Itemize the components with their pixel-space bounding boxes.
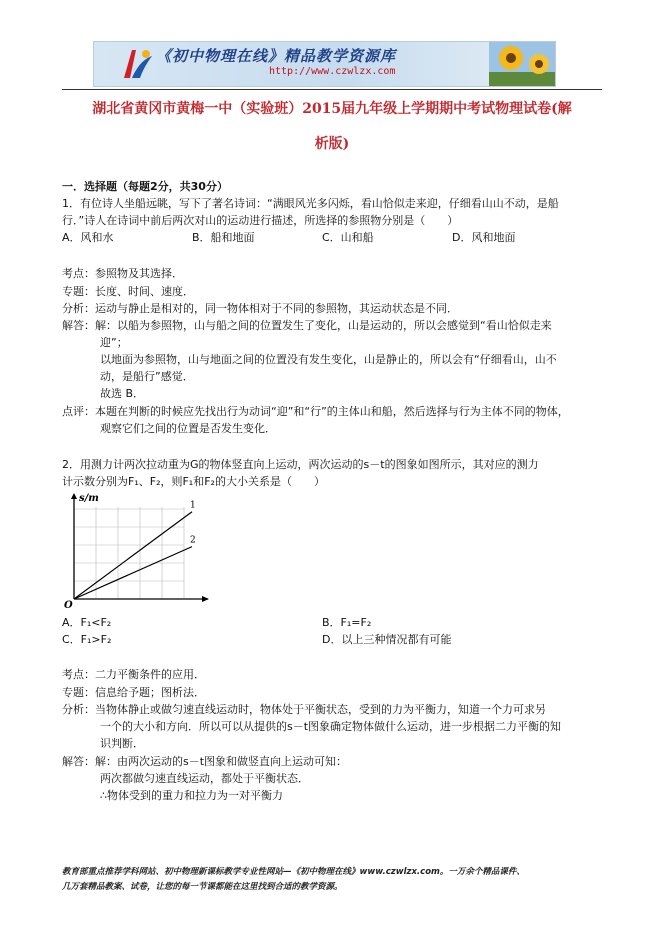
q1-fenxi: 分析：运动与静止是相对的，同一物体相对于不同的参照物，其运动状态是不同． xyxy=(62,302,458,315)
q1-jieda-line3: 以地面为参照物，山与地面之间的位置没有发生变化，山是静止的，所以会有“仔细看山，山不 xyxy=(100,353,557,366)
document-title-line2: 析版) xyxy=(314,136,350,152)
q1-option-b: B．船和地面 xyxy=(192,231,255,244)
q1-dianping-line1: 点评：本题在判断的时候应先找出行为动词“迎”和“行”的主体山和船，然后选择与行为主体不同的物体， xyxy=(62,405,569,418)
chart-grid xyxy=(74,507,184,599)
q1-jieda-line5: 故选 B． xyxy=(100,387,145,400)
q1-text-line1: 1．有位诗人坐船远眺，写下了著名诗词：“满眼风光多闪烁，看山恰似走来迎，仔细看山山不动，是船 xyxy=(62,197,559,210)
q2-fenxi-line2: 一个的大小和方向．所以可以从提供的s－t图象确定物体做什么运动，进一步根据二力平衡的知 xyxy=(100,720,562,733)
q2-jieda-line3: ∴物体受到的重力和拉力为一对平衡力 xyxy=(100,789,283,802)
series-label-2: 2 xyxy=(190,535,196,546)
site-logo-icon xyxy=(116,44,156,84)
series-line-1 xyxy=(74,512,192,599)
chart-series xyxy=(74,501,196,599)
q2-zhuanti: 专题：信息给予题；图析法． xyxy=(62,686,205,699)
q2-option-b: B．F₁=F₂ xyxy=(322,616,372,629)
banner-url[interactable]: http://www.czwlzx.com xyxy=(269,66,396,77)
x-axis-arrow xyxy=(202,596,209,602)
q1-text-line2: 行．”诗人在诗词中前后两次对山的运动进行描述，所选择的参照物分别是（ ） xyxy=(62,214,459,227)
banner-title: 《初中物理在线》精品教学资源库 xyxy=(156,47,397,65)
q1-option-d: D．风和地面 xyxy=(452,231,516,244)
q1-dianping-line2: 观察它们之间的位置是否发生变化． xyxy=(100,422,276,435)
q1-kaodian: 考点：参照物及其选择． xyxy=(62,267,183,280)
q2-jieda-line1: 解答：解：由两次运动的s－t图象和做竖直向上运动可知： xyxy=(62,755,348,768)
q1-jieda-line1: 解答：解：以船为参照物，山与船之间的位置发生了变化，山是运动的，所以会感觉到“看山恰似走来 xyxy=(62,319,552,332)
s-t-chart xyxy=(62,491,212,609)
q1-zhuanti: 专题：长度、时间、速度． xyxy=(62,285,194,298)
page-footer xyxy=(62,865,602,895)
q2-jieda-line2: 两次都做匀速直线运动，都处于平衡状态． xyxy=(100,772,309,785)
q1-option-a: A．风和水 xyxy=(62,231,114,244)
q1-option-c: C．山和船 xyxy=(322,231,374,244)
q2-option-a: A．F₁<F₂ xyxy=(62,616,112,629)
q1-jieda-line4: 动，是船行”感觉． xyxy=(100,370,194,383)
header-divider xyxy=(62,89,602,90)
q2-text-line2: 计示数分别为F₁、F₂，则F₁和F₂的大小关系是（ ） xyxy=(62,475,325,488)
section-heading: 一．选择题（每题2分，共30分） xyxy=(62,180,228,193)
y-axis-label: s/m xyxy=(79,493,99,504)
origin-label: O xyxy=(64,600,73,609)
document-title-line1: 湖北省黄冈市黄梅一中（实验班）2015届九年级上学期期中考试物理试卷(解 xyxy=(92,101,572,117)
q2-text-line1: 2．用测力计两次拉动重为G的物体竖直向上运动，两次运动的s－t的图象如图所示，其对应的测力 xyxy=(62,458,539,471)
q2-fenxi-line3: 识判断． xyxy=(100,737,144,750)
q2-kaodian: 考点：二力平衡条件的应用． xyxy=(62,668,205,681)
footer-line2: 几万套精品教案、试卷，让您的每一节课都能在这里找到合适的教学资源。 xyxy=(62,882,343,892)
footer-line1: 教育部重点推荐学科网站、初中物理新课标教学专业性网站—《初中物理在线》www.czwlzx.com。一万余个精品课件、 xyxy=(62,867,525,877)
q2-fenxi-line1: 分析：当物体静止或做匀速直线运动时，物体处于平衡状态，受到的力为平衡力，知道一个力可求另 xyxy=(62,703,546,716)
y-axis-arrow xyxy=(71,493,77,499)
header-banner xyxy=(93,41,556,87)
series-label-1: 1 xyxy=(190,500,196,511)
q1-jieda-line2: 迎”； xyxy=(100,336,128,349)
series-line-2 xyxy=(74,547,192,599)
sunflower-icon xyxy=(489,42,555,86)
q2-option-d: D．以上三种情况都有可能 xyxy=(322,633,452,646)
q2-option-c: C．F₁>F₂ xyxy=(62,633,112,646)
